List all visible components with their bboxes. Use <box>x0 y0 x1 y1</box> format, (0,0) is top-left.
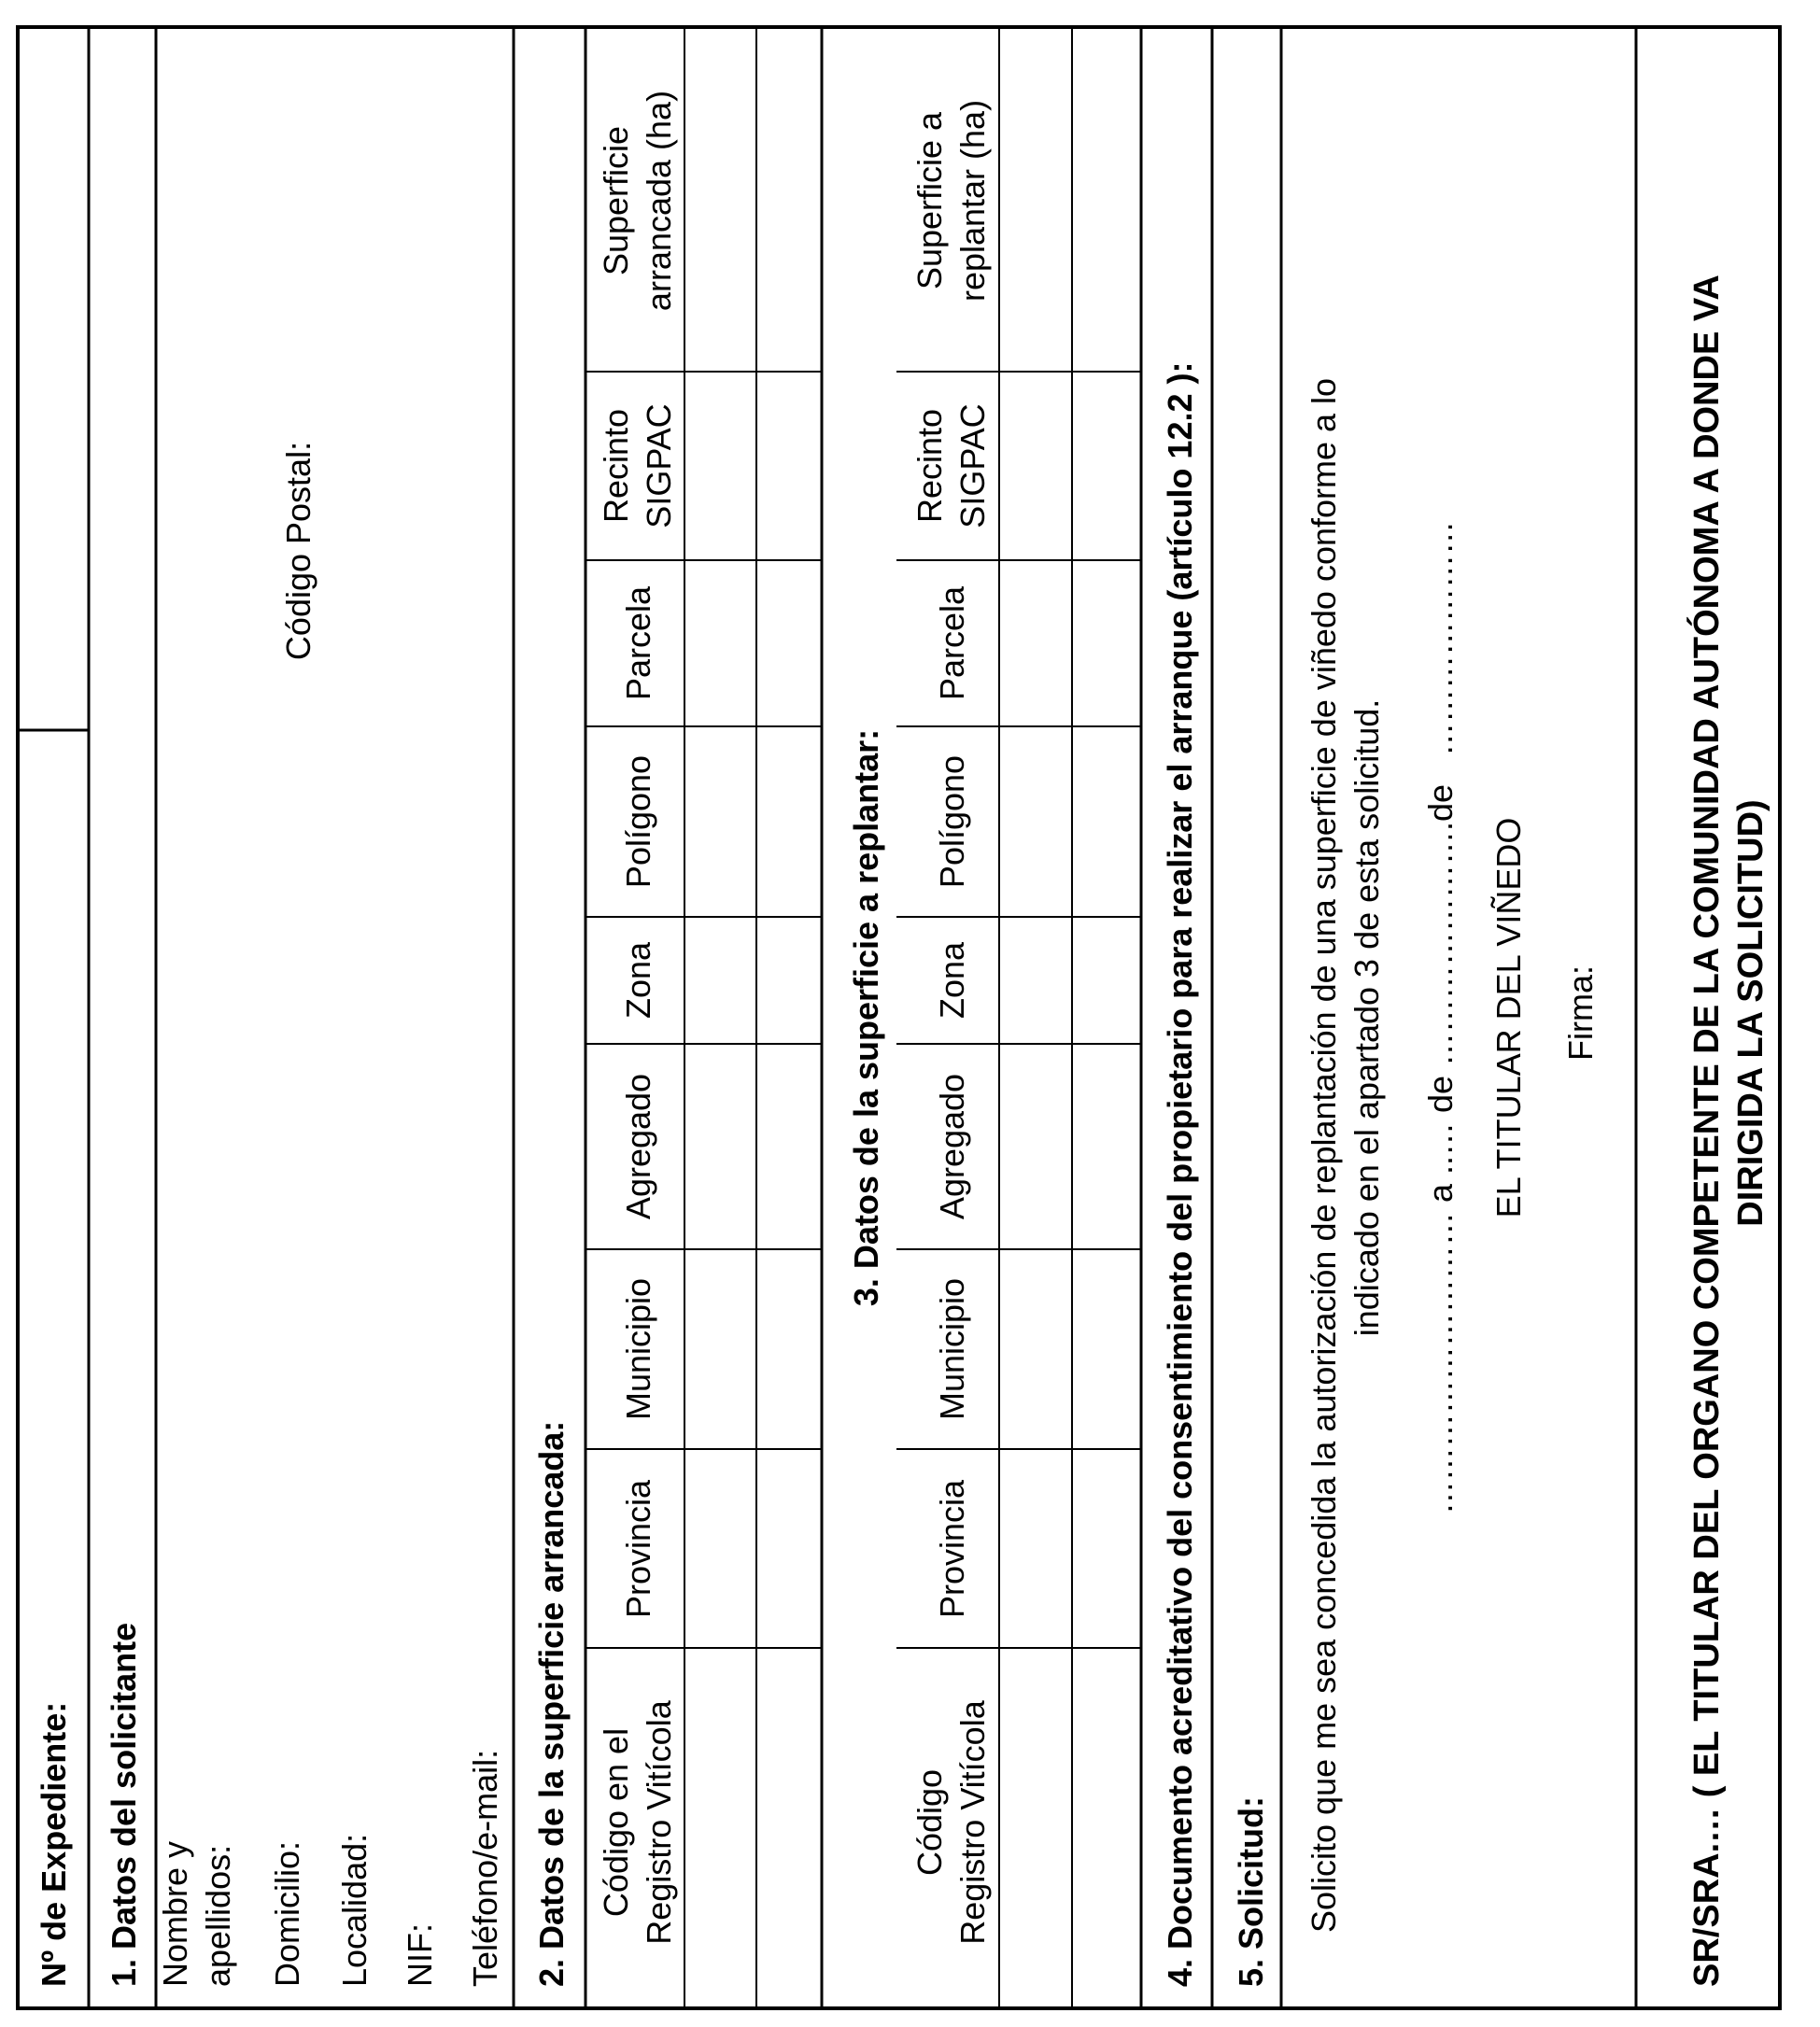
s2-col-provincia: Provincia <box>619 1479 657 1619</box>
s2-col-recinto-l1: Recinto <box>597 408 635 524</box>
s3-col-codigo-l2: Registro Vitícola <box>953 1700 992 1945</box>
date-line: ……………………… a ..… de ………………….de ………………… <box>1421 520 1460 1515</box>
telefono-label: Teléfono/e-mail: <box>466 1749 504 1987</box>
section5-title: 5. Solicitud: <box>1232 1795 1270 1987</box>
section2-table-header <box>597 91 678 1945</box>
s3-col-agregado: Agregado <box>933 1073 971 1220</box>
s3-col-parcela: Parcela <box>933 585 971 701</box>
s3-col-poligono: Polígono <box>933 754 971 889</box>
s2-col-municipio: Municipio <box>619 1277 657 1421</box>
apellidos-label: apellidos: <box>199 1844 237 1987</box>
s3-col-superficie-l1: Superficie a <box>910 111 949 290</box>
s3-col-codigo-l1: Código <box>910 1768 949 1877</box>
addressee-line2: DIRIGIDA LA SOLICITUD) <box>1731 799 1771 1227</box>
s3-col-recinto-l1: Recinto <box>910 408 949 524</box>
section3-table-header <box>910 100 992 1945</box>
section3-title: 3. Datos de la superficie a replantar: <box>847 728 885 1307</box>
s3-col-recinto-l2: SIGPAC <box>953 403 992 528</box>
s2-col-superficie-l2: arrancada (ha) <box>640 90 678 312</box>
section4-title: 4. Documento acreditativo del consentimiento del propietario para realizar el arranque (artículo 12.2 ): <box>1161 361 1199 1987</box>
domicilio-label: Domicilio: <box>268 1840 306 1987</box>
s3-col-zona: Zona <box>933 941 971 1020</box>
s2-col-zona: Zona <box>619 941 657 1020</box>
section2-title: 2. Datos de la superficie arrancada: <box>532 1420 571 1987</box>
s2-col-parcela: Parcela <box>619 585 657 701</box>
expediente-label: Nº de Expediente: <box>35 1701 73 1987</box>
s3-col-municipio: Municipio <box>933 1277 971 1421</box>
titular-label: EL TITULAR DEL VIÑEDO <box>1489 817 1528 1218</box>
nif-label: NIF: <box>401 1923 439 1987</box>
firma-label: Firma: <box>1561 965 1600 1061</box>
addressee-line1: SR/SRA.… ( EL TITULAR DEL ORGANO COMPETENTE DE LA COMUNIDAD AUTÓNOMA A DONDE VA <box>1687 274 1727 1987</box>
s3-col-superficie-l2: replantar (ha) <box>953 99 992 303</box>
s2-col-codigo-l1: Código en el <box>597 1727 635 1918</box>
s3-col-provincia: Provincia <box>933 1479 971 1619</box>
solicitud-text-line2: indicado en el apartado 3 de esta solicitud. <box>1347 698 1386 1337</box>
section1-title: 1. Datos del solicitante <box>105 1622 143 1987</box>
localidad-label: Localidad: <box>335 1833 374 1987</box>
nombre-label: Nombre y <box>156 1840 194 1987</box>
s2-col-poligono: Polígono <box>619 754 657 889</box>
s2-col-agregado: Agregado <box>619 1073 657 1220</box>
s2-col-recinto-l2: SIGPAC <box>640 403 678 528</box>
s2-col-codigo-l2: Registro Vitícola <box>640 1700 678 1945</box>
solicitud-text-line1: Solicito que me sea concedida la autorización de replantación de una superficie de viñedo conforme a lo <box>1305 377 1343 1933</box>
s2-col-superficie-l1: Superficie <box>597 125 635 276</box>
codigo-postal-label: Código Postal: <box>279 441 317 661</box>
